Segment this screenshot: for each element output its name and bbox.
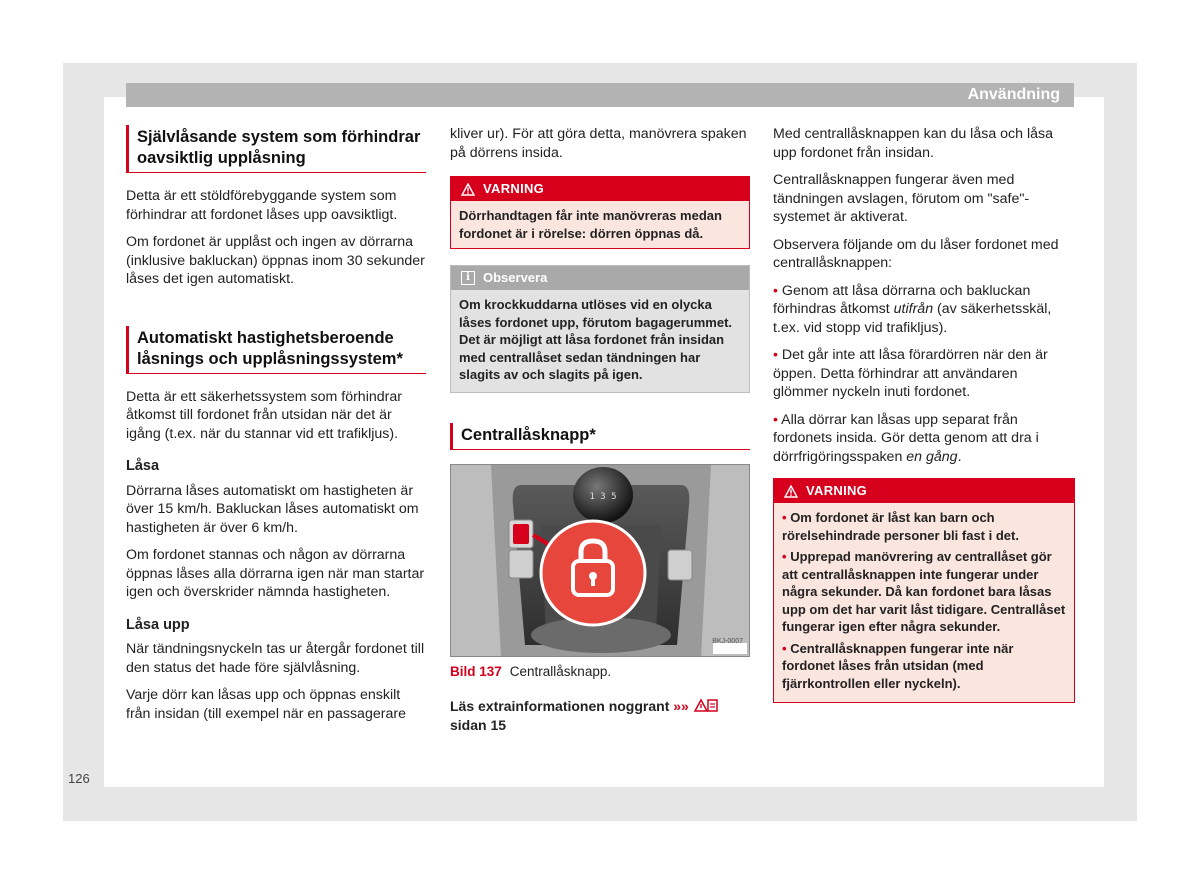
bullet-item: • Genom att låsa dörrarna och bakluckan förhindras åtkomst utifrån (av säkerhetsskäl, t.ex. vid stopp vid trafikljus). [773,282,1052,336]
warning-text: Dörrhandtagen får inte manövreras medan fordonet är i rörelse: dörren öppnas då. [459,208,722,241]
bullet-dot: • [773,411,778,428]
subheading-unlock: Låsa upp [126,616,190,633]
bullet-dot: • [773,347,778,363]
paragraph: Om fordonet är upplåst och ingen av dörrarna (inklusive bakluckan) öppnas inom 30 sekunder låses det igen automatiskt. [126,234,425,287]
bullet-item: • Alla dörrar kan låsas upp separat från fordonets insida. Gör detta genom att dra i dörrfrigöringsspaken en gång. [773,411,1039,465]
warning-triangle-icon [461,183,475,196]
bullet-dot: • [773,282,778,299]
page-number: 126 [68,771,90,786]
note-box [450,265,750,393]
more-info-page: sidan 15 [450,716,507,733]
svg-text:1 3 5: 1 3 5 [589,491,617,502]
warning-item: • Om fordonet är låst kan barn och rörelsehindrade personer bli fast i det. [782,510,1019,543]
paragraph: Om fordonet stannas och någon av dörrarna öppnas låses alla dörrarna igen när man startar igen och överskrider nämnda hastigheten. [126,547,425,600]
paragraph: Varje dörr kan låsas upp och öppnas enskilt från insidan (till exempel när en passagerare [126,687,406,722]
paragraph: Observera följande om du låser fordonet med centrallåsknappen: [773,236,1059,271]
warning-item: • Centrallåsknappen fungerar inte när fordonet låses från utsidan (med fjärrkontrollen eller nyckeln). [782,640,1014,691]
caption-text: Centrallåsknapp. [509,663,612,679]
warning-label: VARNING [806,482,868,498]
subheading-lock: Låsa [126,458,160,474]
warning-box [773,478,1075,703]
column-2 [450,125,750,734]
warning-list [774,503,1074,702]
note-header [451,266,749,290]
note-label: Observera [483,269,548,285]
figure-central-lock-button [450,464,750,657]
note-text: Om krockkuddarna utlöses vid en olycka låses fordonet upp, förutom bagagerummet. Det är möjligt att låsa fordonet från insidan med centrallåset sedan tändningen har slagits av och slagits på igen. [459,297,733,382]
warning-triangle-icon [784,485,798,498]
heading-speed-locking: Automatiskt hastighetsberoende låsnings och upplåsningssystem* [126,326,426,374]
heading-central-lock: Centrallåsknapp* [450,423,750,450]
warning-header [774,479,1074,503]
more-info-text: Läs extrainformationen noggrant [450,698,670,714]
column-3 [773,125,1075,719]
caption-label: Bild 137 [450,663,502,679]
central-lock-illustration [451,465,750,657]
warning-box [450,176,750,249]
section-header-bar [126,83,1074,107]
paragraph: Med centrallåsknappen kan du låsa och låsa upp fordonet från insidan. [773,126,1053,161]
bullet-item: • Det går inte att låsa förardörren när den är öppen. Detta förhindrar att användaren glömmer nyckeln inuti fordonet. [773,347,1048,400]
info-icon: i [461,271,475,285]
paragraph: Detta är ett stöldförebyggande system som förhindrar att fordonet låses upp oavsiktligt. [126,188,398,223]
column-1 [126,125,426,732]
paragraph: Centrallåsknappen fungerar även med tändningen avslagen, förutom om "safe"-systemet är aktiverat. [773,172,1030,225]
paragraph: Detta är ett säkerhetssystem som förhindrar åtkomst till fordonet från utsidan när det är igång (t.ex. när du stannar vid ett trafikljus). [126,388,402,442]
warning-item: • Upprepad manövrering av centrallåset gör att centrallåsknappen inte fungerar under några sekunder. Då kan fordonet bara låsas upp om det har varit låst tidigare. Centrallåset fungerar igen efter några sekunder. [782,549,1066,634]
heading-self-locking: Självlåsande system som förhindrar oavsiktlig upplåsning [126,125,426,173]
paragraph: kliver ur). För att göra detta, manövrera spaken på dörrens insida. [450,126,747,161]
more-info-arrows: »» [673,698,689,714]
figure-caption [450,663,750,682]
paragraph: När tändningsnyckeln tas ur återgår fordonet till den status det hade före självlåsning. [126,641,425,676]
paragraph: Dörrarna låses automatiskt om hastigheten är över 15 km/h. Bakluckan låses automatiskt om hastigheten är över 6 km/h. [126,482,419,536]
warning-label: VARNING [483,180,545,196]
figure-code: BKJ-0007 [712,638,743,645]
section-header-title: Användning [967,86,1060,103]
more-info-link[interactable] [450,697,750,734]
warning-header [451,177,749,201]
book-warning-icon [693,698,719,713]
